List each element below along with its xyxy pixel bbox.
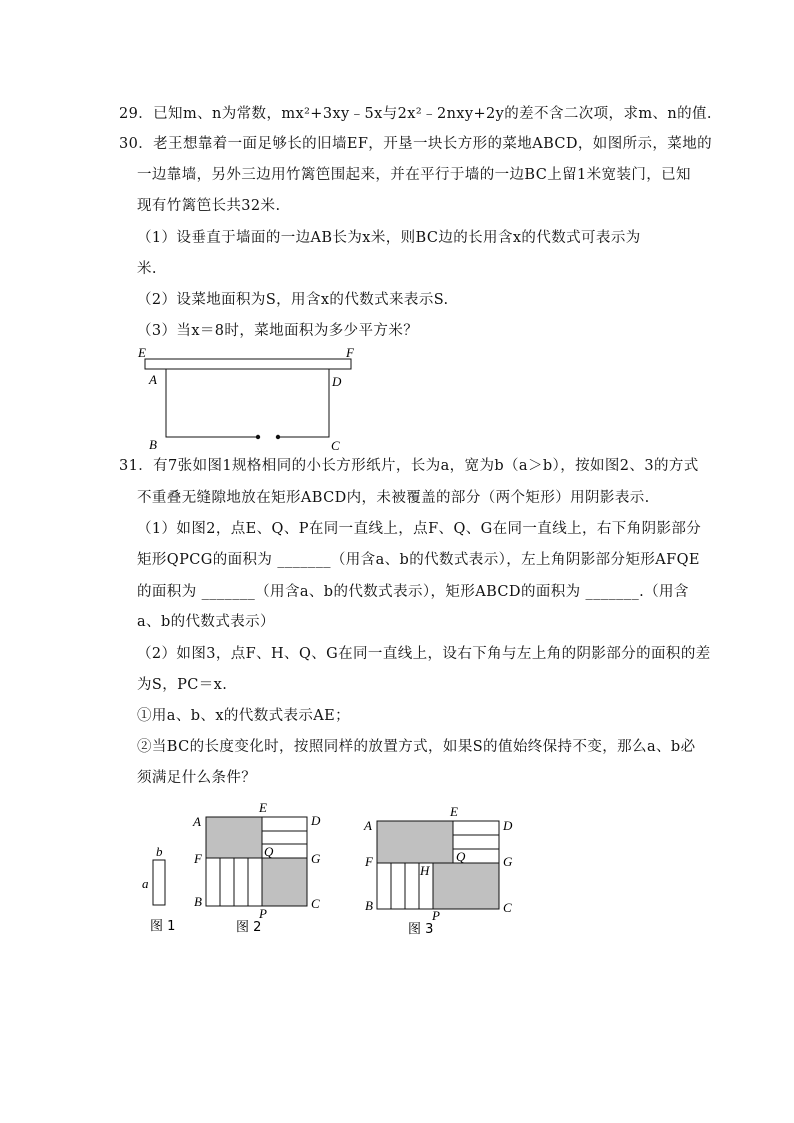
q30-line2: 一边靠墙，另外三边用竹篱笆围起来，并在平行于墙的一边BC上留1米宽装门，已知 [137, 167, 691, 183]
fig2-caption: 图 2 [236, 920, 262, 935]
q31-p1-line2: 矩形QPCG的面积为 _______（用含a、b的代数式表示），左上角阴影部分矩形AFQE [137, 552, 700, 568]
shaded-afqe [206, 817, 262, 858]
fig2-label-f: F [194, 851, 202, 866]
fig1-caption: 图 1 [150, 919, 176, 934]
q31-p2-sub1: ①用a、b、x的代数式表示AE； [137, 708, 351, 724]
gate-post-right [276, 435, 280, 439]
shaded-qpcg [262, 858, 307, 906]
label-a: A [149, 372, 157, 387]
fig2-label-p: P [259, 906, 267, 921]
q31-fig1 [136, 840, 196, 940]
fig1-label-b: b [156, 844, 163, 859]
q31-line1: 31．有7张如图1规格相同的小长方形纸片，长为a，宽为b（a＞b），按如图2、3的方式 [119, 458, 699, 474]
label-b: B [149, 437, 157, 452]
q31-fig2 [190, 800, 330, 940]
fig3-caption: 图 3 [408, 922, 434, 937]
q31-p2-sub2b: 须满足什么条件？ [137, 770, 257, 786]
label-f: F [346, 345, 354, 360]
q30-part3: （3）当x＝8时，菜地面积为多少平方米？ [137, 323, 419, 339]
q31-p2-line2: 为S，PC＝x. [137, 677, 228, 693]
fig2-label-b: B [194, 894, 202, 909]
q30-part1b: 米. [137, 261, 157, 277]
q30-part1a: （1）设垂直于墙面的一边AB长为x米，则BC边的长用含x的代数式可表示为 [137, 230, 641, 246]
fig2-label-q: Q [264, 844, 274, 859]
fig3-label-q: Q [456, 849, 466, 864]
shaded-top-left [377, 821, 453, 863]
label-e: E [138, 345, 146, 360]
q31-p1-line3: 的面积为 _______（用含a、b的代数式表示），矩形ABCD的面积为 _______.（用含 [137, 584, 689, 600]
fig3-label-b: B [365, 898, 373, 913]
q31-p2-sub2a: ②当BC的长度变化时，按照同样的放置方式，如果S的值始终保持不变，那么a、b必 [137, 739, 696, 755]
label-d: D [332, 374, 342, 389]
fig3-label-h: H [420, 863, 430, 878]
q31-fig3 [360, 800, 520, 940]
fig3-label-p: P [432, 908, 440, 923]
fig2-label-e: E [259, 800, 267, 815]
fig3-label-d: D [503, 818, 513, 833]
q30-part2: （2）设菜地面积为S，用含x的代数式来表示S. [137, 292, 449, 308]
fig3-label-f: F [365, 854, 373, 869]
fig3-label-g: G [503, 854, 513, 869]
fig2-label-c: C [311, 896, 320, 911]
fig2-label-d: D [311, 813, 321, 828]
fig2-label-a: A [193, 814, 201, 829]
q30-line3: 现有竹篱笆长共32米. [137, 198, 281, 214]
q31-p1-line4: a、b的代数式表示） [137, 614, 275, 630]
q30-figure [135, 342, 375, 454]
fig3-label-a: A [364, 818, 372, 833]
q31-p1-line1: （1）如图2，点E、Q、P在同一直线上，点F、Q、G在同一直线上，右下角阴影部分 [137, 521, 702, 537]
fig3-label-e: E [450, 804, 458, 819]
wall-ef [145, 359, 351, 369]
shaded-bottom-right [433, 863, 499, 909]
small-rectangle [153, 860, 165, 905]
gate-post-left [256, 435, 260, 439]
fig3-label-c: C [503, 900, 512, 915]
q31-line2: 不重叠无缝隙地放在矩形ABCD内，未被覆盖的部分（两个矩形）用阴影表示. [137, 490, 650, 506]
fig2-label-g: G [311, 851, 321, 866]
fence-ab-bc-cd [166, 369, 257, 437]
q29-text: 29．已知m、n为常数，mx²+3xy﹣5x与2x²﹣2nxy+2y的差不含二次项，求m、n的值. [119, 106, 712, 122]
q30-line1: 30．老王想靠着一面足够长的旧墙EF，开垦一块长方形的菜地ABCD，如图所示，菜地的 [119, 136, 713, 152]
q31-p2-line1: （2）如图3，点F、H、Q、G在同一直线上，设右下角与左上角的阴影部分的面积的差 [137, 646, 711, 662]
fig1-label-a: a [142, 876, 149, 891]
fence-cd [279, 369, 329, 437]
label-c: C [331, 438, 340, 453]
